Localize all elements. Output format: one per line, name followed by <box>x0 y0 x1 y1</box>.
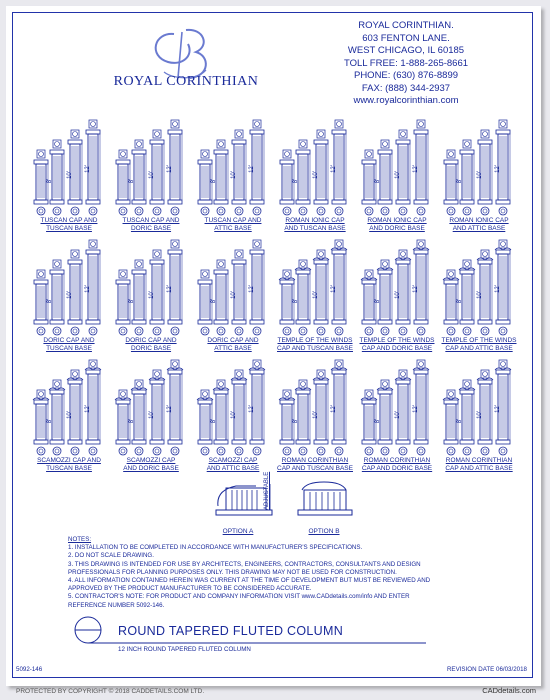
column-detail <box>28 358 110 478</box>
height-label: 10' <box>148 171 155 179</box>
height-label: 10' <box>394 411 401 419</box>
column-elevations <box>274 358 356 456</box>
column-detail <box>356 238 438 358</box>
height-label: 10' <box>394 291 401 299</box>
height-label: 10' <box>312 411 319 419</box>
height-label: 10' <box>476 411 483 419</box>
caddetails-link[interactable]: CADdetails.com <box>482 686 536 695</box>
caption-line: ATTIC BASE <box>214 345 252 352</box>
option-b-detail <box>290 476 360 536</box>
column-detail-caption <box>24 337 114 353</box>
height-label: 10' <box>66 411 73 419</box>
height-label: 12' <box>494 285 501 293</box>
address-street: 603 FENTON LANE. <box>362 32 450 44</box>
height-label: 12' <box>412 285 419 293</box>
height-label: 12' <box>412 405 419 413</box>
revision-date: REVISION DATE 06/03/2018 <box>446 666 527 673</box>
notes-section <box>68 536 518 610</box>
height-label: 10' <box>312 171 319 179</box>
column-detail <box>110 118 192 238</box>
column-elevations <box>356 358 438 456</box>
height-label: 10' <box>148 411 155 419</box>
column-detail-caption <box>188 337 278 353</box>
column-detail <box>192 358 274 478</box>
height-label: 8' <box>457 298 464 304</box>
notes-title: NOTES: <box>68 536 92 543</box>
column-elevations <box>28 118 110 216</box>
column-detail <box>28 238 110 358</box>
column-detail-caption <box>24 217 114 233</box>
caption-line: ROMAN IONIC CAP <box>367 217 427 224</box>
height-label: 8' <box>129 298 136 304</box>
caption-line: SCAMOZZI CAP <box>208 457 258 464</box>
logo-monogram-icon <box>106 26 266 81</box>
caption-line: AND ATTIC BASE <box>206 465 260 472</box>
column-elevations <box>28 358 110 456</box>
caption-line: TUSCAN BASE <box>46 345 92 352</box>
caption-line: TEMPLE OF THE WINDS <box>359 337 435 344</box>
height-label: 12' <box>248 405 255 413</box>
height-label: 8' <box>375 298 382 304</box>
drawing-sheet <box>6 6 541 686</box>
reference-number: 5092-146 <box>16 666 43 673</box>
caption-line: TEMPLE OF THE WINDS <box>441 337 517 344</box>
height-label: 12' <box>166 165 173 173</box>
option-a-label: OPTION A <box>222 528 254 535</box>
option-b-drawing <box>290 476 360 526</box>
caption-line: CAP AND TUSCAN BASE <box>277 465 353 472</box>
height-label: 12' <box>248 165 255 173</box>
column-elevations <box>438 118 520 216</box>
height-label: 12' <box>494 165 501 173</box>
column-elevations <box>274 118 356 216</box>
website-link[interactable]: www.royalcorinthian.com <box>353 95 459 106</box>
caption-line: TUSCAN BASE <box>46 465 92 472</box>
column-elevations <box>274 238 356 336</box>
height-label: 10' <box>230 291 237 299</box>
column-detail <box>110 358 192 478</box>
height-label: 8' <box>211 298 218 304</box>
height-label: 12' <box>84 405 91 413</box>
caption-line: DORIC BASE <box>130 225 172 232</box>
caption-line: ROMAN CORINTHIAN <box>363 457 431 464</box>
height-label: 12' <box>84 285 91 293</box>
height-label: 12' <box>84 165 91 173</box>
height-label: 8' <box>47 178 54 184</box>
option-a-drawing <box>206 476 286 526</box>
column-detail-caption <box>270 217 360 233</box>
height-label: 10' <box>476 291 483 299</box>
column-detail-caption <box>106 457 196 473</box>
column-elevations <box>438 238 520 336</box>
column-elevations <box>192 238 274 336</box>
column-elevations <box>192 118 274 216</box>
caption-line: CAP AND TUSCAN BASE <box>277 345 353 352</box>
column-detail-caption <box>24 457 114 473</box>
height-label: 8' <box>211 418 218 424</box>
note-line: PROFESSIONALS FOR PLANNING PURPOSES ONLY. THIS DRAWING MAY NOT BE USED FOR CONSTRUCTION. <box>68 568 397 576</box>
column-detail <box>110 238 192 358</box>
column-elevations <box>356 118 438 216</box>
caption-line: AND DORIC BASE <box>369 225 425 232</box>
note-line: 4. ALL INFORMATION CONTAINED HEREIN WAS CURRENT AT THE TIME OF DEVELOPMENT BUT MUST BE REVIEWED AND <box>68 577 431 585</box>
caption-line: TEMPLE OF THE WINDS <box>277 337 353 344</box>
option-b-label: OPTION B <box>308 528 340 535</box>
height-label: 12' <box>166 405 173 413</box>
note-line: 2. DO NOT SCALE DRAWING. <box>68 552 154 560</box>
caption-line: TUSCAN CAP AND <box>122 217 180 224</box>
height-label: 8' <box>375 418 382 424</box>
caption-line: AND TUSCAN BASE <box>284 225 346 232</box>
height-label: 8' <box>293 298 300 304</box>
column-detail-caption <box>106 217 196 233</box>
caption-line: TUSCAN BASE <box>46 225 92 232</box>
height-label: 8' <box>375 178 382 184</box>
caption-line: ROMAN CORINTHIAN <box>445 457 513 464</box>
note-line: 3. THIS DRAWING IS INTENDED FOR USE BY ARCHITECTS, ENGINEERS, CONTRACTORS, CONSULTANTS AND DESIGN <box>68 560 421 568</box>
caption-line: CAP AND ATTIC BASE <box>445 345 513 352</box>
column-detail <box>438 238 520 358</box>
note-line: APPROVED BY THE PRODUCT MANUFACTURER TO BE CONSIDERED ACCURATE. <box>68 585 312 593</box>
height-label: 8' <box>47 418 54 424</box>
column-elevations <box>356 238 438 336</box>
height-label: 10' <box>476 171 483 179</box>
height-label: 10' <box>230 171 237 179</box>
drawing-title: ROUND TAPERED FLUTED COLUMN <box>118 624 344 638</box>
copyright-notice: PROTECTED BY COPYRIGHT © 2018 CADDETAILS.COM LTD. <box>16 688 205 695</box>
height-label: 10' <box>148 291 155 299</box>
adjustable-label: ADJUSTABLE <box>264 471 270 510</box>
logo-wordmark: ROYAL CORINTHIAN <box>113 74 259 89</box>
column-detail-caption <box>352 217 442 233</box>
column-detail <box>192 238 274 358</box>
column-detail-caption <box>270 337 360 353</box>
caption-line: DORIC CAP AND <box>43 337 95 344</box>
toll-free-phone: TOLL FREE: 1-888-265-8661 <box>343 57 469 69</box>
height-label: 8' <box>457 418 464 424</box>
phone: PHONE: (630) 876-8899 <box>353 70 459 81</box>
height-label: 12' <box>166 285 173 293</box>
caption-line: CAP AND ATTIC BASE <box>445 465 513 472</box>
column-detail <box>356 358 438 478</box>
height-label: 10' <box>312 291 319 299</box>
column-detail <box>28 118 110 238</box>
column-elevations <box>110 118 192 216</box>
caption-line: DORIC BASE <box>130 345 172 352</box>
column-detail-caption <box>352 337 442 353</box>
note-line: 1. INSTALLATION TO BE COMPLETED IN ACCORDANCE WITH MANUFACTURER'S SPECIFICATIONS. <box>68 544 363 552</box>
column-detail <box>438 358 520 478</box>
height-label: 12' <box>494 405 501 413</box>
height-label: 8' <box>129 178 136 184</box>
caption-line: SCAMOZZI CAP <box>126 457 176 464</box>
caption-line: DORIC CAP AND <box>207 337 259 344</box>
caption-line: ROMAN IONIC CAP <box>449 217 509 224</box>
column-detail-caption <box>188 217 278 233</box>
height-label: 12' <box>412 165 419 173</box>
caption-line: TUSCAN CAP AND <box>40 217 98 224</box>
column-elevations <box>28 238 110 336</box>
caption-line: SCAMOZZI CAP AND <box>37 457 101 464</box>
caption-line: CAP AND DORIC BASE <box>361 345 433 352</box>
company-name: ROYAL CORINTHIAN. <box>358 20 454 31</box>
column-detail-caption <box>434 337 524 353</box>
title-block <box>66 616 536 656</box>
height-label: 8' <box>129 418 136 424</box>
option-a-detail <box>206 471 286 536</box>
column-detail <box>274 118 356 238</box>
caption-line: AND ATTIC BASE <box>452 225 506 232</box>
caption-line: ROMAN IONIC CAP <box>285 217 345 224</box>
company-address-block <box>306 20 506 108</box>
height-label: 8' <box>47 298 54 304</box>
caption-line: AND DORIC BASE <box>123 465 179 472</box>
height-label: 8' <box>211 178 218 184</box>
note-line: 5. CONTRACTOR'S NOTE: FOR PRODUCT AND COMPANY INFORMATION VISIT www.CADdetails.com/info AND ENTER <box>68 593 410 601</box>
column-elevations <box>192 358 274 456</box>
column-detail-caption <box>106 337 196 353</box>
height-label: 10' <box>66 171 73 179</box>
height-label: 12' <box>330 285 337 293</box>
column-elevations <box>438 358 520 456</box>
caption-line: CAP AND DORIC BASE <box>361 465 433 472</box>
royal-corinthian-logo <box>106 26 266 111</box>
height-label: 12' <box>330 165 337 173</box>
caption-line: ATTIC BASE <box>214 225 252 232</box>
height-label: 10' <box>66 291 73 299</box>
column-detail <box>356 118 438 238</box>
fax: FAX: (888) 344-2937 <box>361 82 451 94</box>
drawing-subtitle: 12 INCH ROUND TAPERED FLUTED COLUMN <box>118 646 251 653</box>
column-elevations <box>110 238 192 336</box>
column-detail-caption <box>270 457 360 473</box>
column-elevations <box>110 358 192 456</box>
height-label: 12' <box>248 285 255 293</box>
column-detail-caption <box>352 457 442 473</box>
height-label: 8' <box>293 418 300 424</box>
height-label: 8' <box>457 178 464 184</box>
column-detail <box>274 238 356 358</box>
caption-line: ROMAN CORINTHIAN <box>281 457 349 464</box>
height-label: 10' <box>394 171 401 179</box>
column-detail-caption <box>434 457 524 473</box>
column-detail <box>192 118 274 238</box>
column-detail-caption <box>188 457 278 473</box>
height-label: 10' <box>230 411 237 419</box>
note-line: REFERENCE NUMBER 5092-146. <box>68 601 165 609</box>
address-city: WEST CHICAGO, IL 60185 <box>347 45 465 56</box>
column-detail <box>274 358 356 478</box>
caption-line: TUSCAN CAP AND <box>204 217 262 224</box>
caption-line: DORIC CAP AND <box>125 337 177 344</box>
height-label: 12' <box>330 405 337 413</box>
height-label: 8' <box>293 178 300 184</box>
column-detail <box>438 118 520 238</box>
column-detail-caption <box>434 217 524 233</box>
